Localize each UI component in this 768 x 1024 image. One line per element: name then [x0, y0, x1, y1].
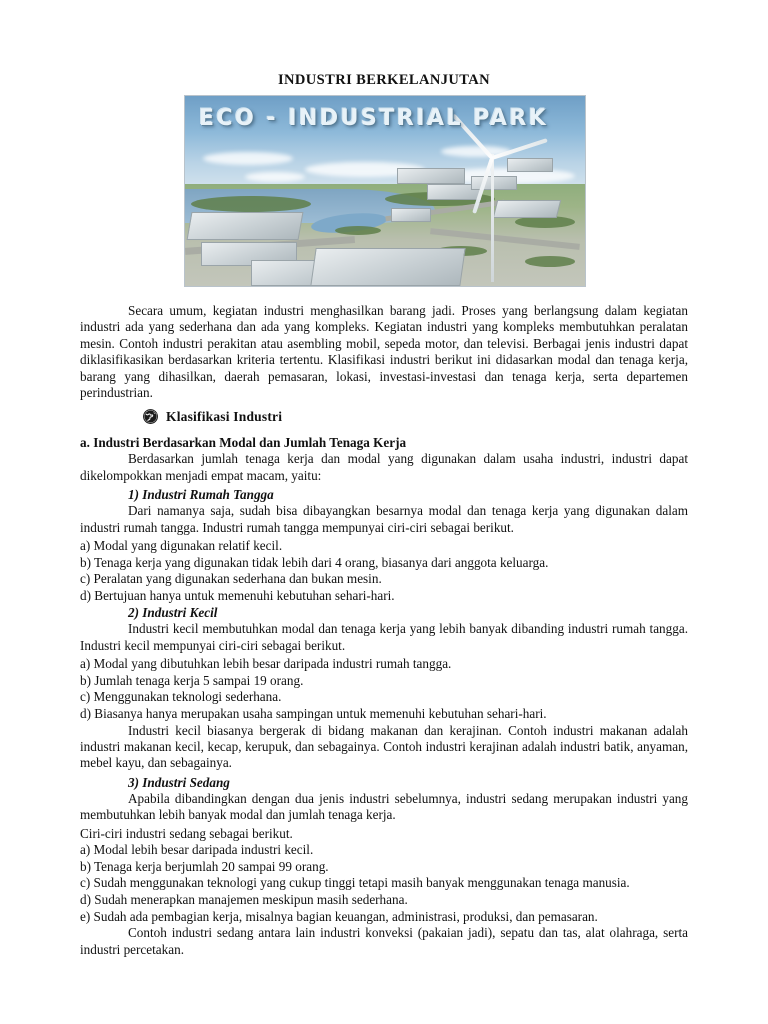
intro-paragraph: Secara umum, kegiatan industri menghasilkan barang jadi. Proses yang berlangsung dalam kegiatan industri ada yang sederhana dan ada yang kompleks. Kegiatan industri yang kompleks membutuhkan peralatan mesin. Contoh industri perakitan atau asembling mobil, sepeda motor, dan televisi. Berbagai jenis industri dapat diklasifikasikan berdasarkan kriteria tertentu. Klasifikasi industri berikut ini didasarkan modal dan tenaga kerja, barang yang dihasilkan, daerah pemasaran, lokasi, investasi-investasi dan tenaga kerja, serta departemen perindustrian. — [80, 303, 688, 401]
list-item: c) Menggunakan teknologi sederhana. — [80, 689, 282, 705]
list-item: d) Biasanya hanya merupakan usaha sampingan untuk memenuhi kebutuhan sehari-hari. — [80, 706, 547, 722]
vegetation-shape — [191, 196, 311, 212]
wind-turbine-mast — [491, 154, 494, 282]
subsection-3-intro: Apabila dibandingkan dengan dua jenis industri sebelumnya, industri sedang merupakan industri yang membutuhkan lebih banyak modal dan jumlah tenaga kerja. — [80, 790, 688, 823]
list-item: b) Tenaga kerja yang digunakan tidak lebih dari 4 orang, biasanya dari anggota keluarga. — [80, 554, 549, 570]
eco-industrial-park-image — [184, 95, 586, 287]
section-a-intro: Berdasarkan jumlah tenaga kerja dan modal yang digunakan dalam usaha industri, industri dapat dikelompokkan menjadi empat macam, yaitu: — [80, 451, 688, 483]
subsection-2-closing: Industri kecil biasanya bergerak di bidang makanan dan kerajinan. Contoh industri makanan adalah industri makanan kecil, kecap, kerupuk, dan sebagainya. Contoh industri kerajinan adalah industri batik, anyaman, mebel kayu, dan sebagainya. — [80, 722, 688, 771]
building-shape — [187, 212, 304, 240]
globe-icon — [142, 408, 159, 425]
classification-heading — [80, 408, 688, 425]
list-item: a) Modal yang dibutuhkan lebih besar daripada industri rumah tangga. — [80, 656, 452, 672]
list-item: d) Sudah menerapkan manajemen meskipun masih sederhana. — [80, 892, 408, 908]
image-overlay-title: ECO - INDUSTRIAL PARK — [199, 106, 549, 131]
list-item: a) Modal lebih besar daripada industri kecil. — [80, 842, 314, 858]
list-item: c) Sudah menggunakan teknologi yang cukup tinggi tetapi masih banyak menggunakan tenaga manusia. — [80, 875, 630, 891]
classification-heading-label: Klasifikasi Industri — [166, 408, 283, 424]
subsection-3-closing: Contoh industri sedang antara lain industri konveksi (pakaian jadi), sepatu dan tas, alat olahraga, serta industri percetakan. — [80, 925, 688, 957]
cloud-shape — [245, 172, 305, 182]
subsection-1-heading: 1) Industri Rumah Tangga — [128, 487, 274, 503]
cloud-shape — [203, 152, 293, 165]
building-shape — [493, 200, 561, 218]
building-shape — [471, 176, 517, 190]
building-shape — [507, 158, 553, 172]
list-item: d) Bertujuan hanya untuk memenuhi kebutuhan sehari-hari. — [80, 587, 395, 603]
page-title: INDUSTRI BERKELANJUTAN — [278, 72, 490, 88]
subsection-1-intro: Dari namanya saja, sudah bisa dibayangkan besarnya modal dan tenaga kerja yang digunakan dalam industri rumah tangga. Industri rumah tangga mempunyai ciri-ciri sebagai berikut. — [80, 503, 688, 535]
list-item: a) Modal yang digunakan relatif kecil. — [80, 538, 283, 554]
subsection-3-lead: Ciri-ciri industri sedang sebagai berikut. — [80, 825, 293, 841]
list-item: e) Sudah ada pembagian kerja, misalnya bagian keuangan, administrasi, produksi, dan pemasaran. — [80, 908, 598, 924]
list-item: b) Tenaga kerja berjumlah 20 sampai 99 orang. — [80, 858, 329, 874]
subsection-2-heading: 2) Industri Kecil — [128, 605, 218, 621]
vegetation-shape — [525, 256, 575, 267]
subsection-3-heading: 3) Industri Sedang — [128, 774, 230, 790]
building-shape — [391, 208, 431, 222]
building-shape — [310, 248, 465, 286]
building-shape — [397, 168, 465, 184]
list-item: c) Peralatan yang digunakan sederhana dan bukan mesin. — [80, 571, 382, 587]
vegetation-shape — [335, 226, 381, 235]
list-item: b) Jumlah tenaga kerja 5 sampai 19 orang. — [80, 672, 304, 688]
subsection-2-intro: Industri kecil membutuhkan modal dan tenaga kerja yang lebih banyak dibanding industri rumah tangga. Industri kecil mempunyai ciri-ciri sebagai berikut. — [80, 621, 688, 653]
section-a-heading: a. Industri Berdasarkan Modal dan Jumlah Tenaga Kerja — [80, 435, 407, 451]
figure-container — [184, 95, 584, 287]
